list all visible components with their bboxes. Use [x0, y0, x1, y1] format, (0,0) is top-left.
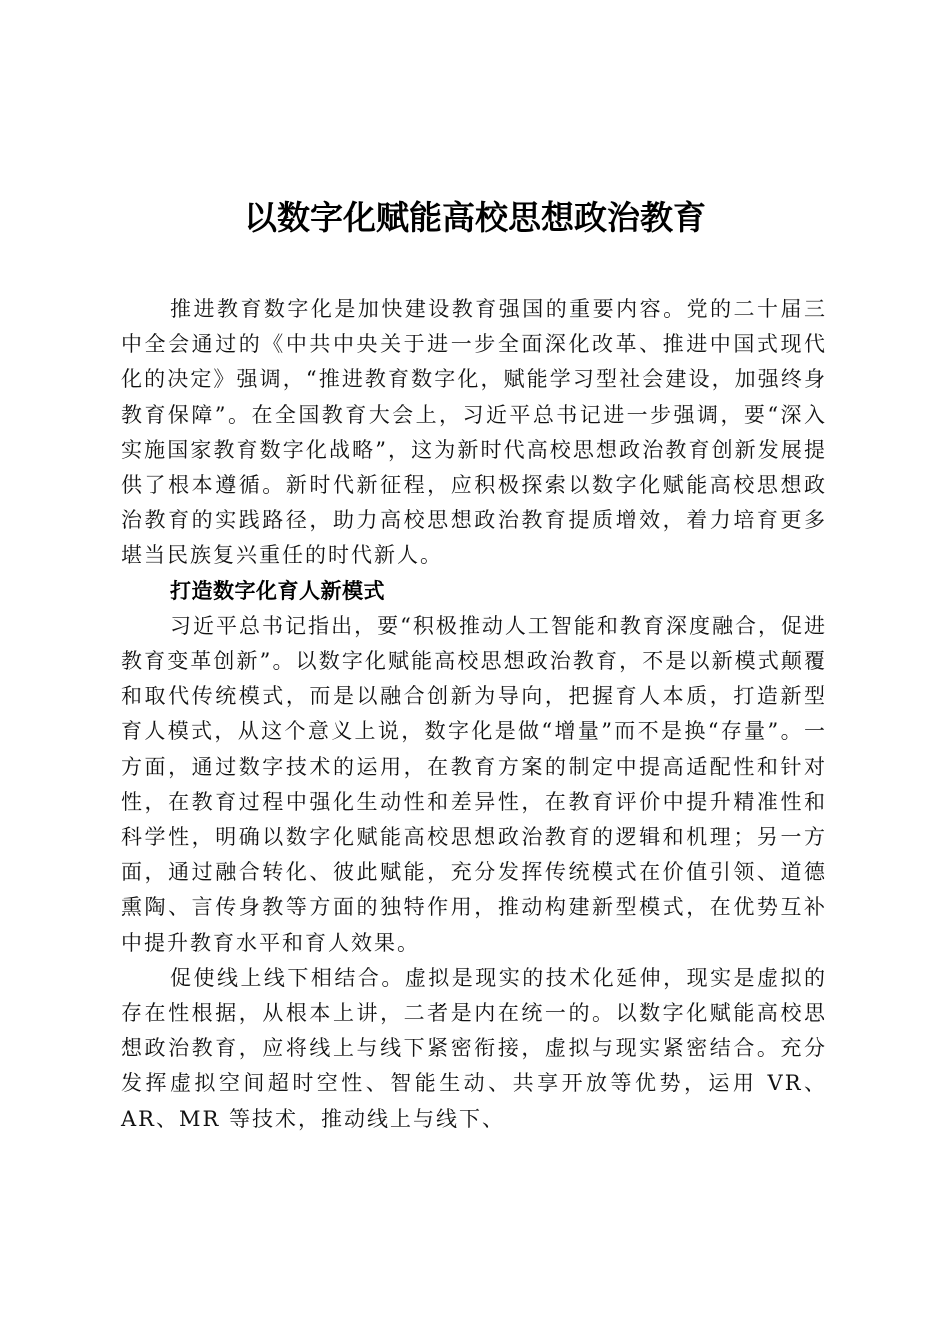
document-title: 以数字化赋能高校思想政治教育	[244, 198, 706, 237]
section-heading: 打造数字化育人新模式	[170, 578, 385, 603]
paragraph-online-offline: 促使线上线下相结合。虚拟是现实的技术化延伸，现实是虚拟的存在性根据，从根本上讲，二者是内在统一的。以数字化赋能高校思想政治教育，应将线上与线下紧密衔接，虚拟与现实紧密结合。充分发挥虚拟空间超时空性、智能生动、共享开放等优势，运用 VR、AR、MR 等技术，推动线上与线下、	[121, 965, 827, 1131]
document-body	[121, 292, 827, 1137]
paragraph-intro: 推进教育数字化是加快建设教育强国的重要内容。党的二十届三中全会通过的《中共中央关于进一步全面深化改革、推进中国式现代化的决定》强调，“推进教育数字化，赋能学习型社会建设，加强终身教育保障”。在全国教育大会上，习近平总书记进一步强调，要“深入实施国家教育数字化战略”，这为新时代高校思想政治教育创新发展提供了根本遵循。新时代新征程，应积极探索以数字化赋能高校思想政治教育的实践路径，助力高校思想政治教育提质增效，着力培育更多堪当民族复兴重任的时代新人。	[121, 297, 827, 568]
paragraph-integration: 习近平总书记指出，要“积极推动人工智能和教育深度融合，促进教育变革创新”。以数字化赋能高校思想政治教育，不是以新模式颠覆和取代传统模式，而是以融合创新为导向，把握育人本质，打造新型育人模式，从这个意义上说，数字化是做“增量”而不是换“存量”。一方面，通过数字技术的运用，在教育方案的制定中提高适配性和针对性，在教育过程中强化生动性和差异性，在教育评价中提升精准性和科学性，明确以数字化赋能高校思想政治教育的逻辑和机理；另一方面，通过融合转化、彼此赋能，充分发挥传统模式在价值引领、道德熏陶、言传身教等方面的独特作用，推动构建新型模式，在优势互补中提升教育水平和育人效果。	[121, 613, 827, 955]
